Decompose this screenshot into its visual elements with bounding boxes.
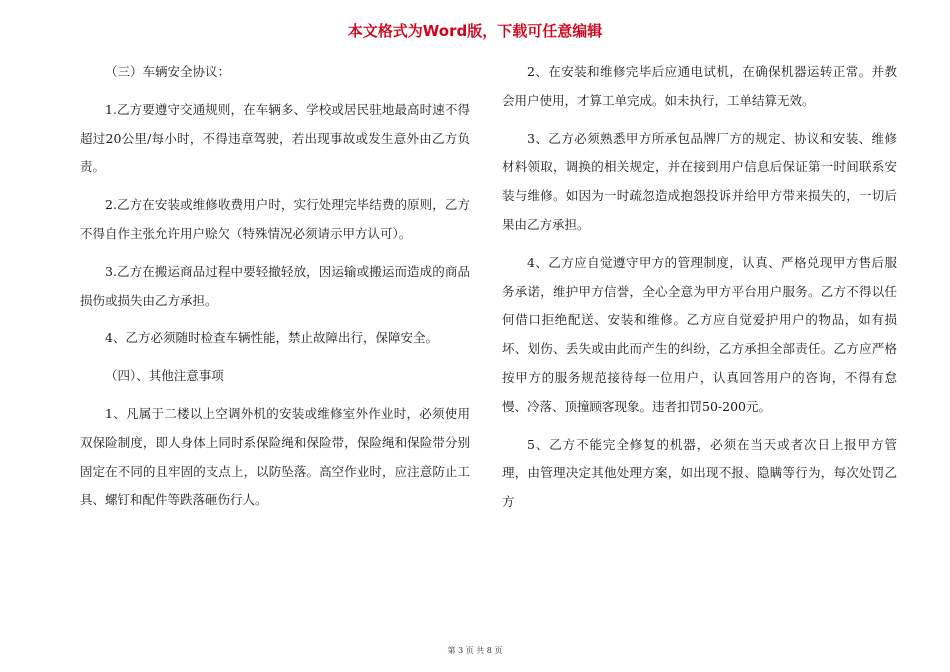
paragraph: 4、乙方必须随时检查车辆性能，禁止故障出行，保障安全。 [105,330,438,346]
paragraph: 5、乙方不能完全修复的机器，必须在当天或者次日上报甲方管理，由管理决定其他处理方案，如出现不报、隐瞒等行为，每次处罚乙方 [502,436,897,510]
paragraph: 4、乙方应自觉遵守甲方的管理制度，认真、严格兑现甲方售后服务承诺，维护甲方信誉，全心全意为甲方平台用户服务。乙方不得以任何借口拒绝配送、安装和维修。乙方应自觉爱护用户的物品，如有损坏、划伤、丢失或由此而产生的纠纷，乙方承担全部责任。乙方应严格按甲方的服务规范接待每一位用户，认真回答用户的咨询，不得有怠慢、冷落、顶撞顾客现象。违者扣罚50-200元。 [502,254,897,414]
paragraph: 1.乙方要遵守交通规则，在车辆多、学校或居民驻地最高时速不得超过20公里/每小时，不得违章驾驶，若出现事故或发生意外由乙方负责。 [80,101,470,175]
right-column [502,58,897,526]
paragraph: 3.乙方在搬运商品过程中要轻撤轻放，因运输或搬运而造成的商品损伤或损失由乙方承担。 [80,263,470,308]
left-column [80,58,470,524]
format-banner: 本文格式为Word版，下载可任意编辑 [347,22,603,40]
paragraph: （四）、其他注意事项 [105,368,224,384]
paragraph: （三）车辆安全协议： [105,64,231,79]
paragraph: 1、凡属于二楼以上空调外机的安装或维修室外作业时，必须使用双保险制度，即人身体上同时系保险绳和保险带，保险绳和保险带分别固定在不同的且牢固的支点上，以防坠落。高空作业时，应注意防止工具、螺钉和配件等跌落砸伤行人。 [80,405,470,508]
paragraph: 2、在安装和维修完毕后应通电试机，在确保机器运转正常。并教会用户使用，才算工单完成。如未执行，工单结算无效。 [502,64,897,108]
page-number: 第 3 页 共 8 页 [447,646,503,655]
paragraph: 2.乙方在安装或维修收费用户时，实行处理完毕结费的原则，乙方不得自作主张允许用户赊欠（特殊情况必须请示甲方认可）。 [80,197,470,241]
paragraph: 3、乙方必须熟悉甲方所承包品牌厂方的规定、协议和安装、维修材料领取，调换的相关规定，并在接到用户信息后保证第一时间联系安装与维修。如因为一时疏忽造成抱怨投诉并给甲方带来损失的，一切后果由乙方承担。 [502,130,897,232]
